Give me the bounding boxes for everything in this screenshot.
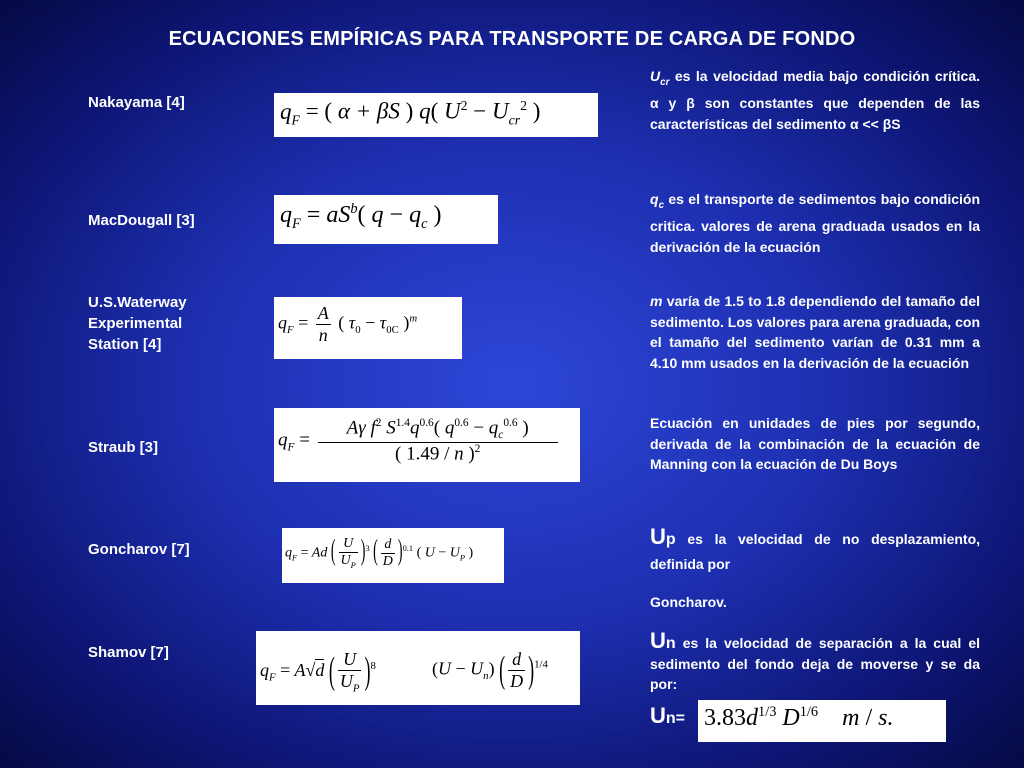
label-waterway-line: Station [4] — [88, 336, 162, 353]
equation-shamov-right: $(U - U_n)$ ( $\frac{d}{D}$ )$^{1/4}$ — [428, 631, 580, 705]
label-shamov: Shamov [7] — [88, 644, 169, 661]
equation-shamov-left: $q_F = A√d$ ( $\frac{U}{U_P}$ )$^8$ — [256, 631, 428, 705]
description-straub: Ecuación en unidades de pies por segundo, derivada de la combinación de la ecuación de Manning con la ecuación de Du Boys — [650, 415, 980, 473]
equation-shamov-un: $3.83d^{1/3}$ $D^{1/6}$ m / s. — [698, 700, 946, 742]
description-shamov: Un es la velocidad de separación a la cual el sedimento del fondo deja de moverse y se da por: — [650, 628, 981, 692]
equation-nakayama: $q_F$ = ( α + βS ) q( $U^2 - U_{cr}^2$ ) — [274, 93, 598, 137]
description-goncharov-tail: Goncharov. — [650, 594, 727, 610]
label-waterway-line: Experimental — [88, 315, 183, 332]
shamov-un-label: Un= — [650, 703, 686, 728]
label-goncharov: Goncharov [7] — [88, 541, 190, 558]
slide-title: ECUACIONES EMPÍRICAS PARA TRANSPORTE DE CARGA DE FONDO — [168, 28, 856, 50]
description-goncharov: Up es la velocidad de no desplazamiento, definida por Goncharov. — [650, 525, 980, 614]
label-nakayama: Nakayama [4] — [88, 94, 185, 111]
label-straub: Straub [3] — [88, 439, 159, 456]
equation-goncharov: $q_F = Ad$ ( $\frac{U}{U_P}$ )$^3$ ( $\frac{d}{D}$ )$^{0.1}$ ( $U - U_P$ ) — [282, 528, 504, 583]
equation-waterway: $q_F$ = $\frac{A}{n}$ ( $\tau_0 - \tau_{0C}$ )$^m$ — [274, 297, 462, 359]
description-waterway: m varía de 1.5 to 1.8 dependiendo del tamaño del sedimento. Los valores para arena graduada, con el tamaño del sedimento varían de 0.31 mm a 4.10 mm usados en la derivación de la ecuación — [650, 293, 981, 371]
equation-straub: $q_F$ = $\frac{A\gamma f^2 S^{1.4}q^{0.6}( q^{0.6} - q_c^{0.6} )}{( 1.49 / n )^2}$ — [274, 408, 580, 482]
description-nakayama: $U_{cr}$ es la velocidad media bajo condición crítica. α y β son constantes que dependen de las características del sedimento α << βS — [650, 68, 981, 132]
label-waterway-line: U.S.Waterway — [88, 294, 187, 311]
equation-macdougall: $q_F = aS^b$( $q - q_c$ ) — [274, 195, 498, 244]
description-macdougall: $q_c$ es el transporte de sedimentos bajo condición critica. valores de arena graduada usados en la derivación de la ecuación — [650, 191, 980, 255]
label-waterway — [88, 292, 187, 355]
label-macdougall: MacDougall [3] — [88, 212, 195, 229]
